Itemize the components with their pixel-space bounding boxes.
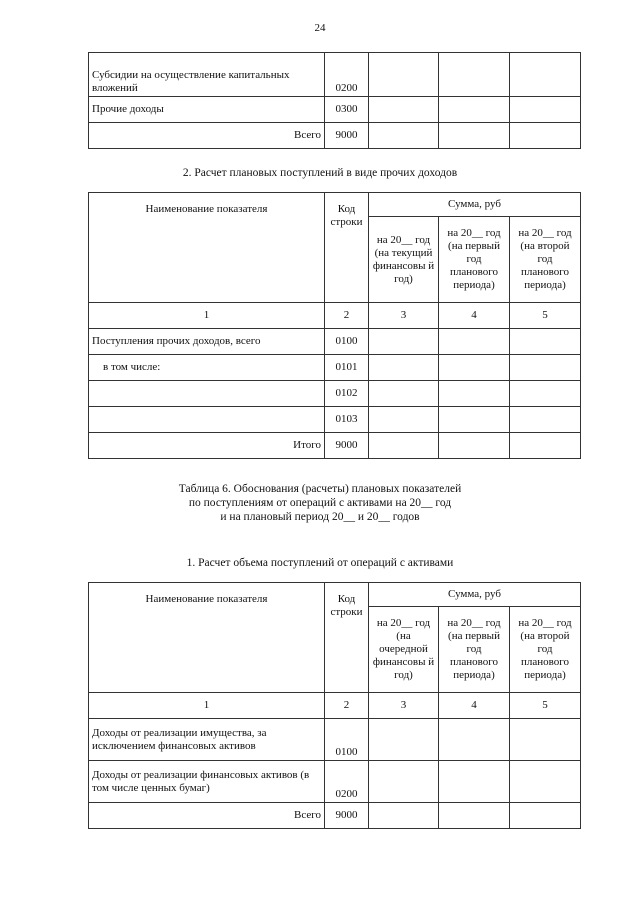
- table-row: [89, 381, 581, 407]
- row-code: 0300: [325, 97, 369, 123]
- table-continuation: [88, 52, 581, 149]
- table6-title-line: и на плановый период 20__ и 20__ годов: [220, 511, 420, 523]
- table-row: [89, 53, 581, 97]
- table6-title: [0, 482, 640, 524]
- row-code: 0100: [325, 719, 369, 761]
- header-col3: на 20__ год (на очередной финансовы й год): [369, 607, 439, 693]
- column-number: 1: [89, 303, 325, 329]
- header-name: Наименование показателя: [89, 193, 325, 303]
- header-col4: на 20__ год (на первый год планового периода): [439, 217, 510, 303]
- table6-title-line: Таблица 6. Обоснования (расчеты) плановых показателей: [178, 483, 462, 495]
- table-row: [89, 97, 581, 123]
- column-number: 1: [89, 693, 325, 719]
- table-row: [89, 433, 581, 459]
- row-code: 9000: [325, 433, 369, 459]
- row-name: Всего: [89, 123, 325, 149]
- row-name: Прочие доходы: [89, 97, 325, 123]
- section2-title: 2. Расчет плановых поступлений в виде прочих доходов: [182, 167, 458, 179]
- header-code: Код строки: [325, 193, 369, 303]
- row-name: Поступления прочих доходов, всего: [89, 329, 325, 355]
- table-row: [89, 407, 581, 433]
- row-code: 0103: [325, 407, 369, 433]
- table-row: [89, 803, 581, 829]
- column-number: 5: [510, 693, 581, 719]
- row-code: 0200: [325, 53, 369, 97]
- row-name: [89, 407, 325, 433]
- row-code: 0100: [325, 329, 369, 355]
- row-name: Всего: [89, 803, 325, 829]
- page-number: 24: [314, 22, 326, 34]
- row-code: 0102: [325, 381, 369, 407]
- row-name: Субсидии на осуществление капитальных вложений: [89, 53, 325, 97]
- table-row: [89, 719, 581, 761]
- row-code: 9000: [325, 123, 369, 149]
- table-row: [89, 355, 581, 381]
- column-number: 2: [325, 303, 369, 329]
- row-name: Доходы от реализации финансовых активов (в том числе ценных бумаг): [89, 761, 325, 803]
- column-number: 3: [369, 693, 439, 719]
- header-name: Наименование показателя: [89, 583, 325, 693]
- table6-title-line: по поступлениям от операций с активами на 20__ год: [188, 497, 452, 509]
- header-col4: на 20__ год (на первый год планового периода): [439, 607, 510, 693]
- row-name: в том числе:: [89, 355, 325, 381]
- column-number: 3: [369, 303, 439, 329]
- column-number: 4: [439, 693, 510, 719]
- column-number: 2: [325, 693, 369, 719]
- row-name: [89, 381, 325, 407]
- section3-title: 1. Расчет объема поступлений от операций с активами: [186, 557, 454, 569]
- table-row: [89, 123, 581, 149]
- header-code: Код строки: [325, 583, 369, 693]
- table-row: [89, 761, 581, 803]
- table-other-income: [88, 192, 581, 459]
- header-col3: на 20__ год (на текущий финансовы й год): [369, 217, 439, 303]
- header-sum: Сумма, руб: [369, 583, 581, 607]
- table-asset-operations: [88, 582, 581, 829]
- table-row: [89, 329, 581, 355]
- column-number: 5: [510, 303, 581, 329]
- row-code: 9000: [325, 803, 369, 829]
- row-code: 0101: [325, 355, 369, 381]
- row-name: Доходы от реализации имущества, за исключением финансовых активов: [89, 719, 325, 761]
- header-sum: Сумма, руб: [369, 193, 581, 217]
- row-code: 0200: [325, 761, 369, 803]
- header-col5: на 20__ год (на второй год планового периода): [510, 217, 581, 303]
- header-col5: на 20__ год (на второй год планового периода): [510, 607, 581, 693]
- row-name: Итого: [89, 433, 325, 459]
- column-number: 4: [439, 303, 510, 329]
